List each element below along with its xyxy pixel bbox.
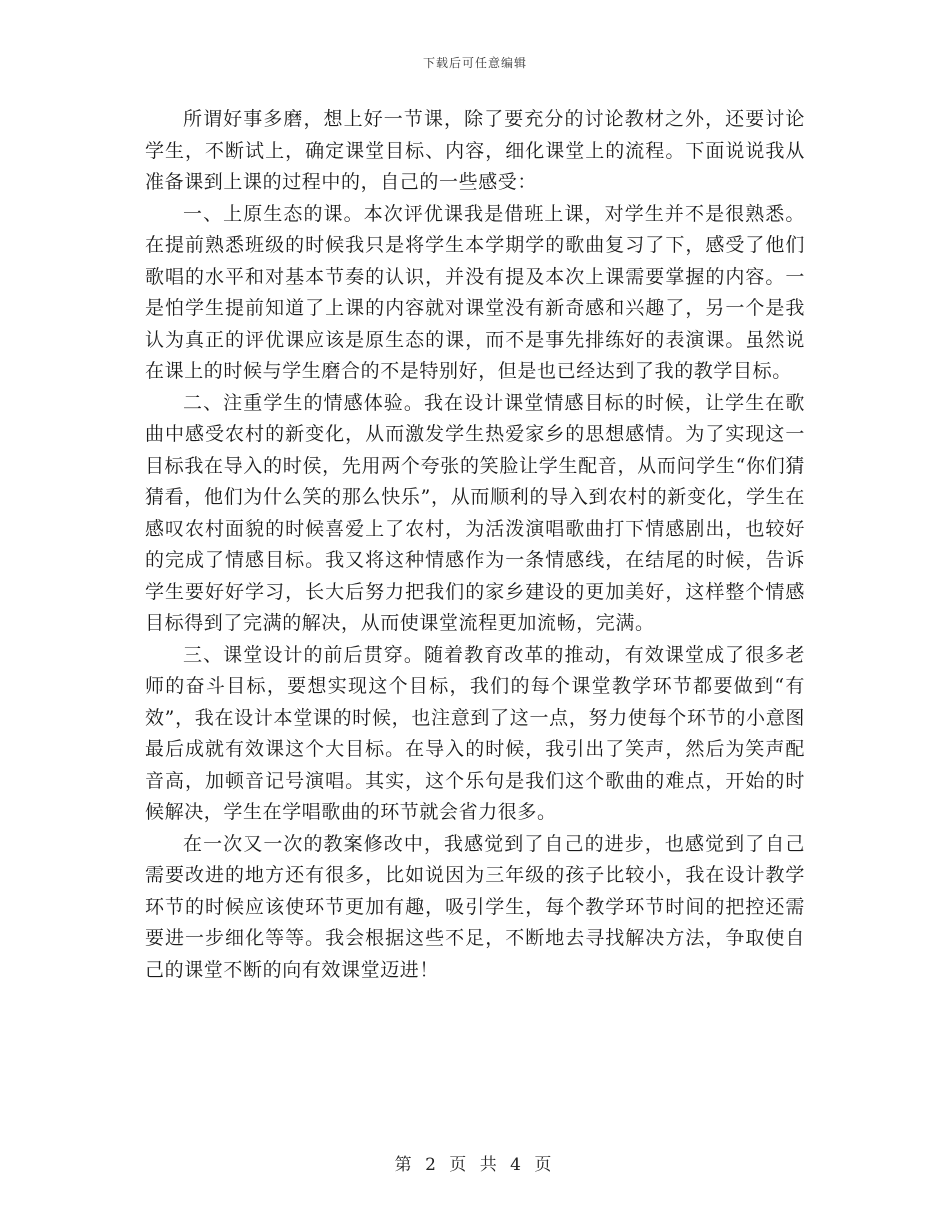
header-note: 下载后可任意编辑 <box>422 56 527 70</box>
paragraph-intro: 所谓好事多磨，想上好一节课，除了要充分的讨论教材之外，还要讨论学生，不断试上，确定课堂目标、内容，细化课堂上的流程。下面说说我从准备课到上课的过程中的，自己的一些感受： <box>145 108 805 193</box>
paragraph-point-three: 三、课堂设计的前后贯穿。随着教育改革的推动，有效课堂成了很多老师的奋斗目标，要想实现这个目标，我们的每个课堂教学环节都要做到“有效”，我在设计本堂课的时候，也注意到了这一点，努力使每个环节的小意图最后成就有效课这个大目标。在导入的时候，我引出了笑声，然后为笑声配音高，加顿音记号演唱。其实，这个乐句是我们这个歌曲的难点，开始的时候解决，学生在学唱歌曲的环节就会省力很多。 <box>145 643 805 823</box>
paragraph-conclusion: 在一次又一次的教案修改中，我感觉到了自己的进步，也感觉到了自己需要改进的地方还有很多，比如说因为三年级的孩子比较小，我在设计教学环节的时候应该使环节更加有趣，吸引学生，每个教学环节时间的把控还需要进一步细化等等。我会根据这些不足，不断地去寻找解决方法，争取使自己的课堂不断的向有效课堂迈进！ <box>145 832 805 981</box>
page-number: 第 2 页 共 4 页 <box>394 1155 556 1175</box>
paragraph-point-two: 二、注重学生的情感体验。我在设计课堂情感目标的时候，让学生在歌曲中感受农村的新变化，从而激发学生热爱家乡的思想感情。为了实现这一目标我在导入的时侯，先用两个夸张的笑脸让学生配音，从而问学生“你们猜猜看，他们为什么笑的那么快乐”，从而顺利的导入到农村的新变化，学生在感叹农村面貌的时候喜爱上了农村，为活泼演唱歌曲打下情感剧出，也较好的完成了情感目标。我又将这种情感作为一条情感线，在结尾的时候，告诉学生要好好学习，长大后努力把我们的家乡建设的更加美好，这样整个情感目标得到了完满的解决，从而使课堂流程更加流畅，完满。 <box>145 391 805 634</box>
document-body <box>145 104 805 986</box>
paragraph-point-one: 一、上原生态的课。本次评优课我是借班上课，对学生并不是很熟悉。在提前熟悉班级的时候我只是将学生本学期学的歌曲复习了下，感受了他们歌唱的水平和对基本节奏的认识，并没有提及本次上课需要掌握的内容。一是怕学生提前知道了上课的内容就对课堂没有新奇感和兴趣了，另一个是我认为真正的评优课应该是原生态的课，而不是事先排练好的表演课。虽然说在课上的时候与学生磨合的不是特别好，但是也已经达到了我的教学目标。 <box>145 202 805 382</box>
